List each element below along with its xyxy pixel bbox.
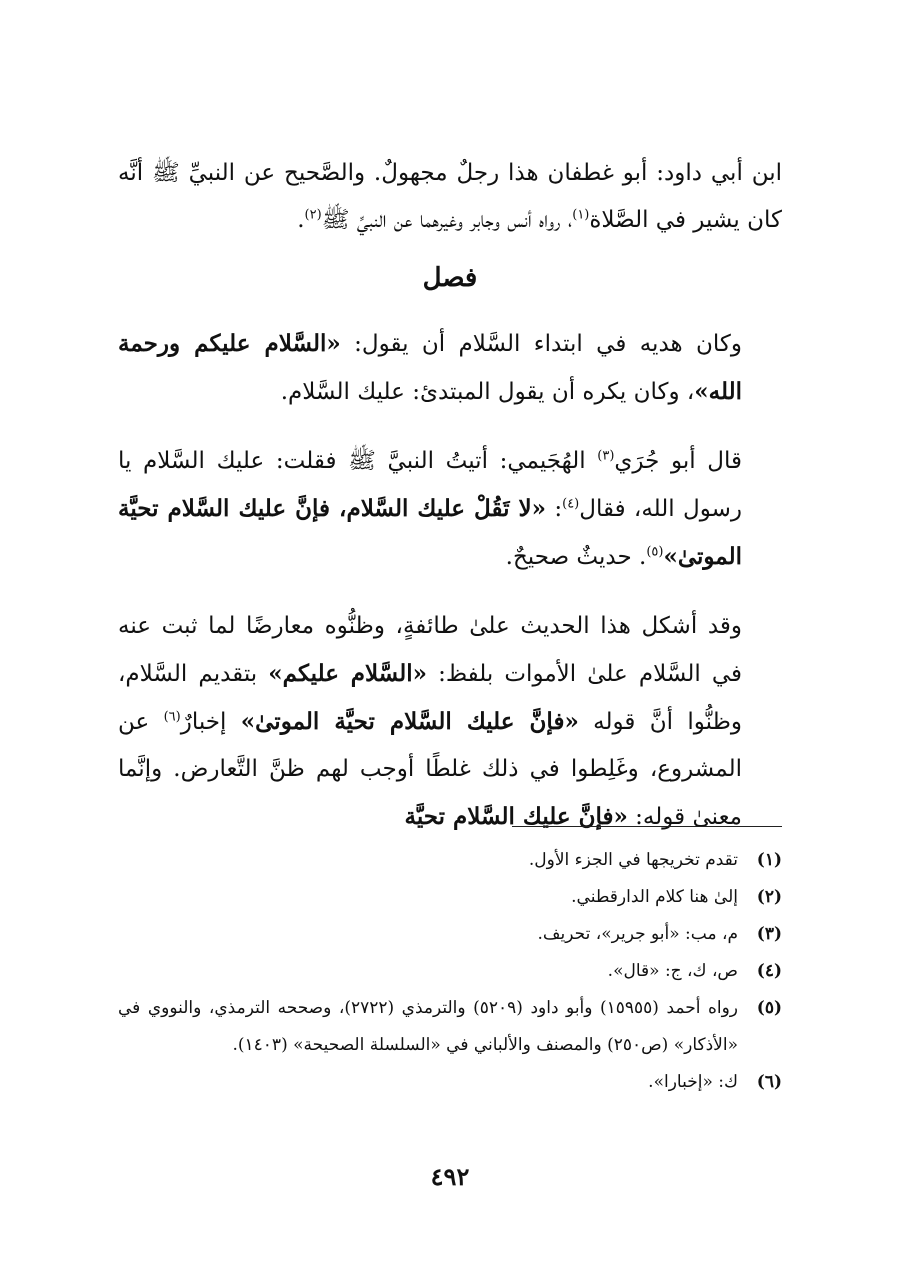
paragraph-1-text: ، رواه أنس وجابر وغيرهما عن النبيِّ ﷺ bbox=[321, 207, 573, 233]
paragraph-3-text: . حديثٌ صحيحٌ. bbox=[505, 544, 647, 570]
paragraph-4-text: وقد أشكل هذا الحديث علىٰ طائفةٍ، وظنُّوه معارضًا لما ثبت عنه في السَّلام علىٰ الأموات بلفظ: bbox=[118, 613, 743, 687]
footnote-item bbox=[118, 842, 782, 879]
footnote-text: ك: «إخبارا». bbox=[648, 1072, 738, 1092]
paragraph-3-text: : bbox=[546, 496, 563, 522]
bold-quote: «السَّلام عليكم» bbox=[268, 660, 427, 687]
page-body bbox=[118, 150, 782, 841]
footnote-text: تقدم تخريجها في الجزء الأول. bbox=[528, 850, 738, 870]
footnote-separator bbox=[512, 826, 782, 827]
paragraph-3-text: قال أبو جُرَي bbox=[614, 448, 742, 474]
footnote-item bbox=[118, 953, 782, 990]
paragraph-1 bbox=[118, 150, 782, 244]
paragraph-2-text: ، وكان يكره أن يقول المبتدئ: عليك السَّلام. bbox=[280, 379, 695, 405]
paragraph-3 bbox=[118, 438, 782, 581]
footnote-ref-4[interactable]: (٤) bbox=[562, 496, 580, 512]
footnote-ref-3[interactable]: (٣) bbox=[597, 448, 615, 464]
footnote-text: إلىٰ هنا كلام الدارقطني. bbox=[571, 887, 738, 907]
paragraph-4-text: إخبارٌ bbox=[180, 709, 241, 735]
paragraph-2-text: وكان هديه في ابتداء السَّلام أن يقول: bbox=[340, 331, 742, 357]
paragraph-2 bbox=[118, 320, 782, 416]
bold-quote: «فإنَّ عليك السَّلام تحيَّة الموتىٰ» bbox=[240, 708, 579, 735]
footnote-number: (٥) bbox=[756, 998, 782, 1018]
bold-quote: «فإنَّ عليك السَّلام تحيَّة bbox=[404, 803, 628, 830]
footnote-ref-1[interactable]: (١) bbox=[572, 207, 590, 223]
paragraph-4-text: بتقديم السَّلام، وظنُّوا أنَّ قوله bbox=[118, 661, 743, 735]
bold-quote: «لا تَقُلْ عليك السَّلام، فإنَّ عليك السَّلام تحيَّة الموتىٰ» bbox=[118, 495, 742, 570]
footnote-item bbox=[118, 1064, 782, 1101]
paragraph-1-text: ابن أبي داود: أبو غطفان هذا رجلٌ مجهولٌ. والصَّحيح عن النبيِّ ﷺ أنَّه كان يشير في الصَّلاة bbox=[118, 160, 782, 233]
footnote-text: م، مب: «أبو جرير»، تحريف. bbox=[537, 924, 738, 944]
paragraph-4-text: عن المشروع، وغَلِطوا في ذلك غلطًا أوجب لهم ظنَّ التَّعارض. وإنَّما معنىٰ قوله: bbox=[118, 709, 742, 830]
footnote-number: (٣) bbox=[756, 924, 782, 944]
section-heading: فصل bbox=[422, 263, 478, 293]
footnotes-list bbox=[118, 842, 782, 1101]
footnote-text: ص، ك، ج: «قال». bbox=[607, 961, 738, 981]
paragraph-3-text: الهُجَيمي: أتيتُ النبيَّ ﷺ فقلت: عليك السَّلام يا رسول الله، فقال bbox=[118, 448, 742, 522]
footnote-number: (٦) bbox=[756, 1072, 782, 1092]
footnote-ref-5[interactable]: (٥) bbox=[646, 544, 664, 560]
footnote-number: (١) bbox=[756, 850, 782, 870]
footnote-item bbox=[118, 916, 782, 953]
footnote-ref-6[interactable]: (٦) bbox=[163, 709, 181, 725]
page-number: ٤٩٢ bbox=[430, 1162, 470, 1191]
footnote-ref-2[interactable]: (٢) bbox=[304, 207, 322, 223]
paragraph-4 bbox=[118, 603, 782, 841]
footnote-text: رواه أحمد (١٥٩٥٥) وأبو داود (٥٢٠٩) والترمذي (٢٧٢٢)، وصححه الترمذي، والنووي في «الأذكار» (ص٢٥٠) والمصنف والألباني في «السلسلة الصحيحة» (١٤٠٣). bbox=[118, 998, 738, 1055]
footnote-item bbox=[118, 990, 782, 1064]
bold-quote: «السَّلام عليكم ورحمة الله» bbox=[118, 330, 742, 405]
footnote-number: (٤) bbox=[756, 961, 782, 981]
footnote-item bbox=[118, 879, 782, 916]
paragraph-1-text: . bbox=[297, 207, 305, 233]
footnote-number: (٢) bbox=[756, 887, 782, 907]
